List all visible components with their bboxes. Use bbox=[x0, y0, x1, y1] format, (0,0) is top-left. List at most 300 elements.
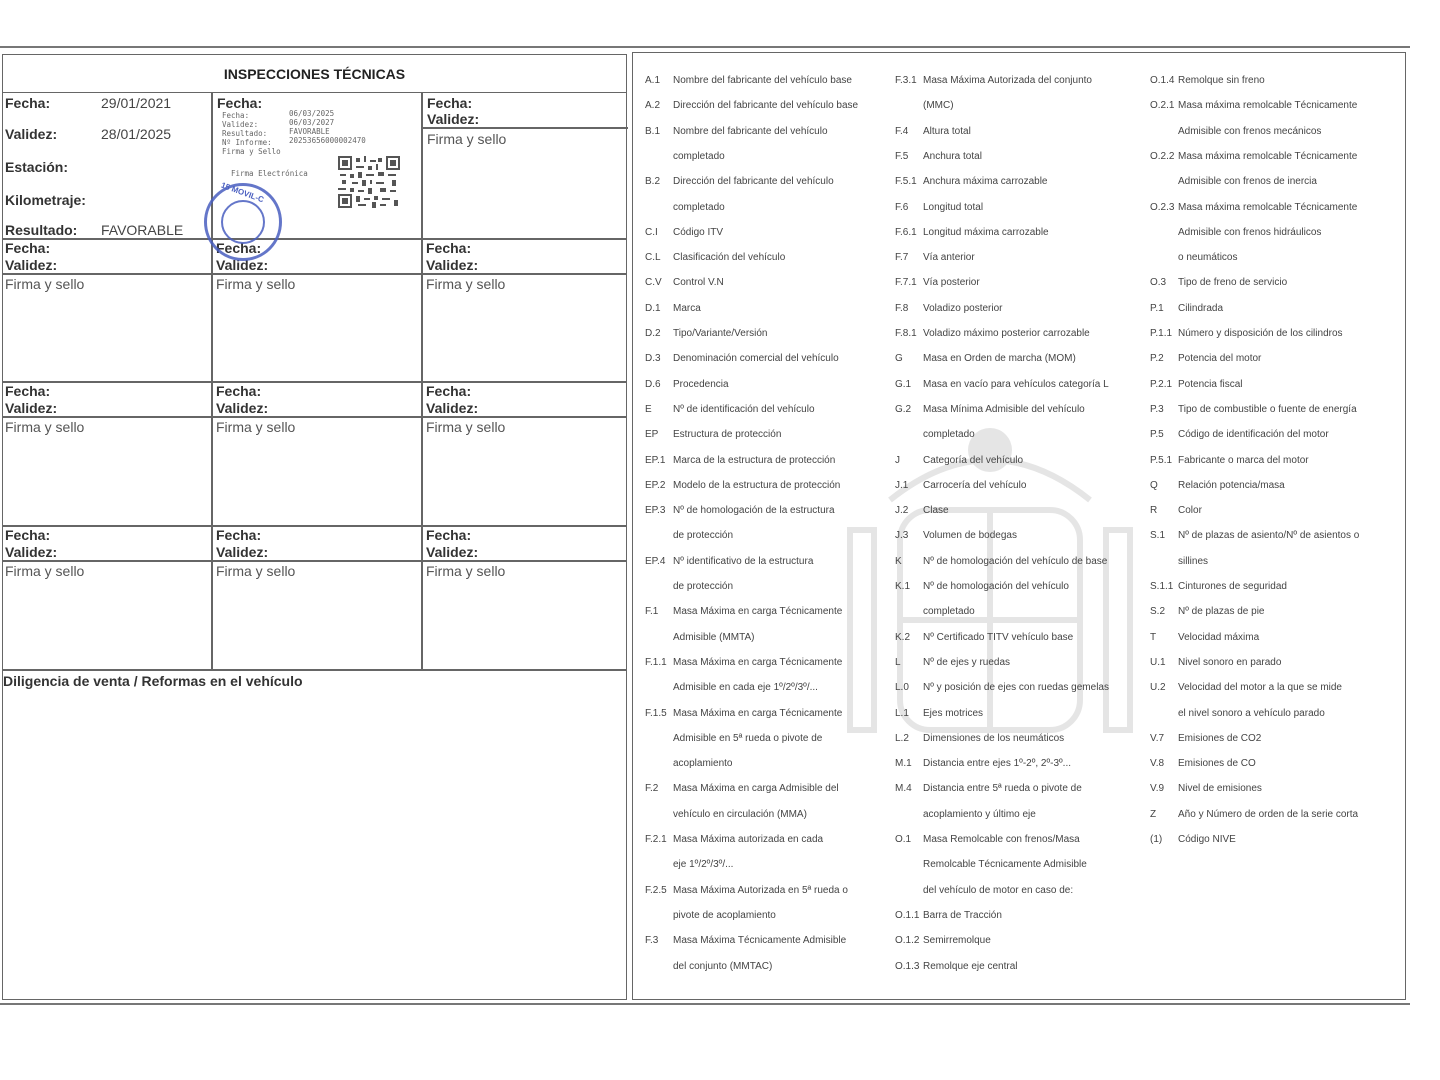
code-id: G.2 bbox=[895, 403, 912, 415]
code-row bbox=[645, 682, 818, 693]
code-id: J.1 bbox=[895, 479, 909, 491]
code-id: K.2 bbox=[895, 631, 911, 643]
code-description: Nº de plazas de asiento/Nº de asientos o bbox=[1178, 530, 1360, 542]
code-row bbox=[1150, 783, 1262, 794]
code-description: completado bbox=[673, 201, 725, 213]
code-id: O.1.2 bbox=[895, 935, 920, 947]
code-description: Marca de la estructura de protección bbox=[673, 454, 836, 466]
grid-line bbox=[3, 416, 626, 418]
code-row bbox=[1150, 151, 1357, 162]
code-row bbox=[895, 758, 1071, 769]
code-id: P.3 bbox=[1150, 403, 1164, 415]
code-row bbox=[1150, 404, 1357, 415]
code-row bbox=[645, 151, 725, 162]
code-row bbox=[1150, 758, 1256, 769]
code-description: Nº Certificado TITV vehículo base bbox=[923, 631, 1074, 643]
code-row bbox=[645, 505, 835, 516]
code-row bbox=[895, 708, 983, 719]
code-row bbox=[645, 910, 776, 921]
code-row bbox=[895, 303, 1003, 314]
code-id: G bbox=[895, 353, 903, 365]
code-id: F.6 bbox=[895, 201, 909, 213]
code-id: V.7 bbox=[1150, 732, 1165, 744]
code-row bbox=[1150, 733, 1261, 744]
code-row bbox=[645, 252, 785, 263]
code-row bbox=[645, 556, 813, 567]
qr-code-icon bbox=[338, 156, 400, 208]
code-id: S.1.1 bbox=[1150, 581, 1174, 592]
code-row bbox=[895, 606, 975, 617]
code-description: completado bbox=[923, 429, 975, 441]
code-id: F.5.1 bbox=[895, 176, 917, 188]
code-row bbox=[1150, 581, 1287, 592]
grid-line bbox=[3, 525, 626, 527]
code-description: Código NIVE bbox=[1178, 834, 1236, 845]
code-row bbox=[1150, 176, 1317, 187]
code-description: Marca bbox=[673, 302, 701, 314]
code-description: Nº de homologación del vehículo bbox=[923, 581, 1069, 592]
code-row bbox=[895, 910, 1002, 921]
code-id: P.2 bbox=[1150, 353, 1164, 365]
code-row bbox=[1150, 809, 1358, 820]
code-description: Admisible en cada eje 1º/2º/3º/... bbox=[673, 682, 818, 694]
code-row bbox=[645, 126, 828, 137]
code-row bbox=[895, 480, 1026, 491]
code-description: el nivel sonoro a vehículo parado bbox=[1178, 707, 1325, 719]
code-description: Tipo de freno de servicio bbox=[1178, 277, 1288, 289]
code-description: Código ITV bbox=[673, 226, 724, 238]
code-id: C.V bbox=[645, 277, 662, 289]
code-description: Masa máxima remolcable Técnicamente bbox=[1178, 150, 1358, 162]
code-id: F.1.1 bbox=[645, 656, 667, 668]
code-description: Ejes motrices bbox=[923, 707, 984, 719]
fecha-value: 29/01/2021 bbox=[101, 95, 172, 111]
firma-label: Firma y sello bbox=[5, 563, 85, 579]
code-description: Masa Mínima Admisible del vehículo bbox=[923, 403, 1085, 415]
code-row bbox=[895, 581, 1069, 592]
code-description: Admisible en 5ª rueda o pivote de bbox=[673, 732, 823, 744]
code-row bbox=[1150, 379, 1242, 390]
code-description: Cinturones de seguridad bbox=[1178, 581, 1287, 592]
code-id: F.6.1 bbox=[895, 226, 917, 238]
validez-label: Validez: bbox=[5, 257, 58, 273]
code-row bbox=[645, 935, 846, 946]
code-description: Nº identificativo de la estructura bbox=[673, 555, 814, 567]
firma-label: Firma y sello bbox=[216, 419, 296, 435]
code-row bbox=[895, 530, 1017, 541]
code-row bbox=[1150, 682, 1342, 693]
code-description: Emisiones de CO bbox=[1178, 758, 1256, 770]
code-row bbox=[895, 429, 975, 440]
code-id: T bbox=[1150, 631, 1157, 643]
code-row bbox=[645, 834, 823, 845]
code-description: Volumen de bodegas bbox=[923, 530, 1017, 542]
code-description: del vehículo de motor en caso de: bbox=[923, 884, 1074, 896]
code-description: Masa máxima remolcable Técnicamente bbox=[1178, 100, 1358, 112]
code-row bbox=[895, 277, 980, 288]
code-row bbox=[895, 404, 1085, 415]
code-id: J bbox=[895, 454, 900, 466]
code-row bbox=[895, 379, 1109, 390]
code-id: P.1.1 bbox=[1150, 328, 1173, 339]
firma-electronica: Firma Electrónica bbox=[231, 169, 308, 178]
code-description: eje 1º/2º/3º/... bbox=[673, 859, 734, 871]
code-description: Admisible con frenos mecánicos bbox=[1178, 125, 1322, 137]
code-row bbox=[895, 657, 1010, 668]
code-row bbox=[895, 202, 983, 213]
code-id: O.2.1 bbox=[1150, 100, 1175, 112]
code-id: K bbox=[895, 555, 902, 567]
code-row bbox=[895, 733, 1064, 744]
code-row bbox=[895, 151, 982, 162]
code-id: P.2.1 bbox=[1150, 378, 1173, 390]
firma-label: Firma y sello bbox=[216, 563, 296, 579]
code-description: Nº y posición de ejes con ruedas gemelas bbox=[923, 682, 1109, 694]
code-id: F.8 bbox=[895, 302, 909, 314]
code-row bbox=[645, 202, 725, 213]
code-description: Masa Máxima en carga Técnicamente bbox=[673, 606, 843, 618]
code-id: EP.2 bbox=[645, 479, 666, 491]
grid-line bbox=[3, 381, 626, 383]
code-row bbox=[645, 75, 852, 86]
code-row bbox=[895, 328, 1090, 339]
code-id: F.3 bbox=[645, 935, 659, 947]
code-row bbox=[895, 885, 1073, 896]
fecha-label: Fecha: bbox=[216, 240, 262, 256]
code-row bbox=[895, 935, 991, 946]
code-description: Código de identificación del motor bbox=[1178, 429, 1329, 441]
code-id: B.1 bbox=[645, 125, 661, 137]
code-description: Voladizo posterior bbox=[923, 302, 1003, 314]
code-row bbox=[895, 961, 1018, 972]
code-id: F.7 bbox=[895, 252, 909, 264]
top-border-line bbox=[0, 46, 1410, 48]
code-row bbox=[645, 227, 723, 238]
validez-label: Validez: bbox=[426, 400, 479, 416]
code-id: S.1 bbox=[1150, 530, 1166, 542]
code-row bbox=[895, 505, 949, 516]
fecha-label: Fecha: bbox=[217, 95, 263, 111]
firma-label: Firma y sello bbox=[216, 276, 296, 292]
code-row bbox=[1150, 455, 1309, 466]
code-description: sillines bbox=[1178, 555, 1209, 567]
fecha-label: Fecha: bbox=[426, 527, 472, 543]
code-description: Vía posterior bbox=[923, 277, 980, 289]
code-id: A.2 bbox=[645, 100, 661, 112]
code-description: Admisible con frenos de inercia bbox=[1178, 176, 1317, 188]
code-row bbox=[895, 455, 1023, 466]
code-description: Clasificación del vehículo bbox=[673, 252, 786, 264]
validez-label: Validez: bbox=[216, 400, 269, 416]
code-row bbox=[645, 581, 733, 592]
code-id: O.1.3 bbox=[895, 960, 920, 972]
code-id: F.2.1 bbox=[645, 834, 667, 845]
code-id: O.1.4 bbox=[1150, 75, 1175, 86]
code-id: F.1.5 bbox=[645, 707, 667, 719]
fecha-label: Fecha: bbox=[427, 95, 473, 111]
code-description: Denominación comercial del vehículo bbox=[673, 353, 839, 365]
code-description: Distancia entre 5ª rueda o pivote de bbox=[923, 783, 1082, 795]
code-row bbox=[1150, 277, 1287, 288]
diligencia-title: Diligencia de venta / Reformas en el vehículo bbox=[3, 673, 303, 689]
code-row bbox=[895, 75, 1092, 86]
code-description: Año y Número de orden de la serie corta bbox=[1178, 808, 1359, 820]
code-row bbox=[895, 100, 954, 111]
code-row bbox=[1150, 202, 1357, 213]
code-row bbox=[1150, 227, 1321, 238]
code-row bbox=[645, 708, 842, 719]
code-description: Distancia entre ejes 1º-2º, 2º-3º... bbox=[923, 758, 1072, 770]
code-description: Nº de homologación del vehículo de base bbox=[923, 555, 1108, 567]
code-row bbox=[645, 480, 840, 491]
code-row bbox=[645, 455, 835, 466]
code-id: F.1 bbox=[645, 606, 659, 618]
code-id: E bbox=[645, 403, 652, 415]
grid-line bbox=[3, 560, 626, 562]
validez-label: Validez: bbox=[5, 400, 58, 416]
firma-label: Firma y sello bbox=[5, 276, 85, 292]
grid-line bbox=[3, 669, 626, 671]
code-row bbox=[645, 353, 839, 364]
code-id: C.L bbox=[645, 252, 661, 264]
code-description: Control V.N bbox=[673, 277, 724, 289]
code-row bbox=[645, 429, 781, 440]
code-id: P.5.1 bbox=[1150, 454, 1173, 466]
code-description: Longitud total bbox=[923, 201, 984, 213]
bottom-border-line bbox=[0, 1003, 1410, 1005]
code-id: F.4 bbox=[895, 125, 909, 137]
code-description: Fabricante o marca del motor bbox=[1178, 454, 1309, 466]
inspections-title: INSPECCIONES TÉCNICAS bbox=[3, 55, 626, 93]
code-description: Anchura máxima carrozable bbox=[923, 176, 1048, 188]
code-description: Nivel sonoro en parado bbox=[1178, 656, 1282, 668]
validez-label: Validez: bbox=[426, 544, 479, 560]
code-description: Nombre del fabricante del vehículo bbox=[673, 125, 828, 137]
code-row bbox=[1150, 530, 1359, 541]
fecha-label: Fecha: bbox=[5, 383, 51, 399]
code-description: Masa Máxima en carga Admisible del bbox=[673, 783, 839, 795]
code-description: Nivel de emisiones bbox=[1178, 783, 1262, 795]
code-row bbox=[645, 176, 834, 187]
code-id: D.2 bbox=[645, 328, 661, 339]
code-row bbox=[645, 100, 858, 111]
firma-label: Firma y sello bbox=[426, 276, 506, 292]
code-description: o neumáticos bbox=[1178, 252, 1238, 264]
code-id: J.3 bbox=[895, 530, 909, 542]
code-row bbox=[1150, 429, 1329, 440]
grid-line bbox=[211, 93, 213, 669]
code-row bbox=[895, 783, 1082, 794]
code-description: Velocidad máxima bbox=[1178, 631, 1260, 643]
code-row bbox=[895, 227, 1049, 238]
validez-label: Validez: bbox=[5, 544, 58, 560]
code-row bbox=[895, 252, 975, 263]
validez-label: Validez: bbox=[426, 257, 479, 273]
resultado-label: Resultado: bbox=[5, 222, 78, 238]
code-id: L.1 bbox=[895, 707, 909, 719]
code-row bbox=[1150, 708, 1325, 719]
code-description: Masa en vacío para vehículos categoría L bbox=[923, 378, 1109, 390]
code-description: completado bbox=[923, 606, 975, 618]
code-id: U.2 bbox=[1150, 682, 1166, 694]
code-description: Remolque sin freno bbox=[1178, 75, 1265, 86]
kilometraje-label: Kilometraje: bbox=[5, 192, 86, 208]
code-id: A.1 bbox=[645, 75, 661, 86]
code-id: K.1 bbox=[895, 581, 911, 592]
code-row bbox=[1150, 100, 1357, 111]
code-description: vehículo en circulación (MMA) bbox=[673, 808, 807, 820]
grid-line bbox=[3, 238, 626, 240]
code-description: Dirección del fabricante del vehículo base bbox=[673, 100, 859, 112]
fecha-label: Fecha: bbox=[5, 527, 51, 543]
code-id: O.2.2 bbox=[1150, 150, 1175, 162]
code-description: Clase bbox=[923, 505, 949, 517]
code-row bbox=[645, 733, 822, 744]
code-id: Z bbox=[1150, 808, 1157, 820]
code-description: Masa Máxima en carga Técnicamente bbox=[673, 707, 843, 719]
code-row bbox=[1150, 834, 1236, 845]
code-description: Admisible con frenos hidráulicos bbox=[1178, 226, 1322, 238]
fecha-label: Fecha: bbox=[216, 383, 262, 399]
code-row bbox=[1150, 303, 1223, 314]
code-row bbox=[645, 379, 729, 390]
code-row bbox=[645, 758, 732, 769]
code-row bbox=[645, 303, 701, 314]
code-row bbox=[1150, 126, 1321, 137]
code-description: Nº de homologación de la estructura bbox=[673, 505, 835, 517]
code-description: Potencia del motor bbox=[1178, 353, 1262, 365]
code-id: O.2.3 bbox=[1150, 201, 1175, 213]
code-id: O.1.1 bbox=[895, 909, 920, 921]
firma-label: Firma y sello bbox=[426, 563, 506, 579]
code-id: C.I bbox=[645, 226, 658, 238]
firma-label: Firma y sello bbox=[5, 419, 85, 435]
validez-label: Validez: bbox=[216, 544, 269, 560]
code-description: Estructura de protección bbox=[673, 429, 782, 441]
code-description: Velocidad del motor a la que se mide bbox=[1178, 682, 1342, 694]
code-row bbox=[1150, 252, 1237, 263]
code-row bbox=[1150, 556, 1208, 567]
code-row bbox=[1150, 353, 1261, 364]
code-id: B.2 bbox=[645, 176, 661, 188]
code-row bbox=[645, 783, 839, 794]
code-description: Remolcable Técnicamente Admisible bbox=[923, 859, 1087, 871]
code-row bbox=[1150, 505, 1202, 516]
code-description: Modelo de la estructura de protección bbox=[673, 479, 841, 491]
code-description: Nº de ejes y ruedas bbox=[923, 656, 1011, 668]
code-row bbox=[1150, 657, 1281, 668]
code-description: Relación potencia/masa bbox=[1178, 479, 1285, 491]
code-id: D.6 bbox=[645, 378, 661, 390]
code-id: G.1 bbox=[895, 378, 912, 390]
code-row bbox=[895, 556, 1107, 567]
code-id: M.1 bbox=[895, 758, 912, 770]
code-row bbox=[895, 682, 1109, 693]
code-id: EP.4 bbox=[645, 555, 666, 567]
code-description: del conjunto (MMTAC) bbox=[673, 960, 773, 972]
code-id: D.3 bbox=[645, 353, 661, 365]
code-row bbox=[645, 632, 754, 643]
code-description: Masa Máxima Autorizada en 5ª rueda o bbox=[673, 884, 848, 896]
code-description: de protección bbox=[673, 530, 734, 542]
code-description: Nº de plazas de pie bbox=[1178, 606, 1265, 618]
code-id: D.1 bbox=[645, 302, 661, 314]
code-id: L.0 bbox=[895, 682, 909, 694]
code-description: Masa Máxima Autorizada del conjunto bbox=[923, 75, 1092, 86]
code-description: Vía anterior bbox=[923, 252, 975, 264]
grid-line bbox=[421, 93, 423, 669]
code-row bbox=[895, 859, 1087, 870]
code-id: O.3 bbox=[1150, 277, 1167, 289]
code-id: F.3.1 bbox=[895, 75, 917, 86]
code-description: Tipo de combustible o fuente de energía bbox=[1178, 403, 1357, 415]
fecha-label: Fecha: bbox=[216, 527, 262, 543]
code-id: Q bbox=[1150, 479, 1158, 491]
code-row bbox=[645, 404, 815, 415]
code-description: Potencia fiscal bbox=[1178, 378, 1243, 390]
code-row bbox=[645, 809, 807, 820]
code-id: F.5 bbox=[895, 150, 909, 162]
code-row bbox=[895, 126, 971, 137]
code-row bbox=[895, 809, 1036, 820]
code-id: EP.3 bbox=[645, 505, 666, 517]
code-id: V.9 bbox=[1150, 783, 1165, 795]
code-id: S.2 bbox=[1150, 606, 1166, 618]
code-description: Cilindrada bbox=[1178, 302, 1224, 314]
code-description: Masa máxima remolcable Técnicamente bbox=[1178, 201, 1358, 213]
code-description: Tipo/Variante/Versión bbox=[673, 328, 768, 339]
code-id: J.2 bbox=[895, 505, 909, 517]
code-description: de protección bbox=[673, 581, 734, 592]
code-description: Color bbox=[1178, 505, 1202, 517]
code-row bbox=[1150, 480, 1285, 491]
code-id: O.1 bbox=[895, 834, 912, 845]
code-id: L.2 bbox=[895, 732, 909, 744]
code-row bbox=[895, 632, 1073, 643]
stamp-labels: Fecha: Validez: Resultado: Nº Informe: Firma y Sello bbox=[222, 111, 281, 156]
code-description: Número y disposición de los cilindros bbox=[1178, 328, 1343, 339]
code-id: F.2 bbox=[645, 783, 659, 795]
code-row bbox=[645, 885, 848, 896]
resultado-value: FAVORABLE bbox=[101, 222, 184, 238]
code-id: P.5 bbox=[1150, 429, 1164, 441]
validez-value: 28/01/2025 bbox=[101, 126, 172, 142]
code-id: V.8 bbox=[1150, 758, 1165, 770]
fecha-label: Fecha: bbox=[426, 383, 472, 399]
code-description: Longitud máxima carrozable bbox=[923, 226, 1049, 238]
code-id: (1) bbox=[1150, 834, 1163, 845]
code-description: Altura total bbox=[923, 125, 971, 137]
fecha-label: Fecha: bbox=[426, 240, 472, 256]
code-description: Masa Máxima Técnicamente Admisible bbox=[673, 935, 847, 947]
spain-coat-of-arms-watermark-icon bbox=[830, 380, 1150, 780]
code-description: Anchura total bbox=[923, 150, 982, 162]
code-row bbox=[1150, 75, 1265, 86]
code-id: L bbox=[895, 656, 901, 668]
validez-label: Validez: bbox=[216, 257, 269, 273]
code-id: P.1 bbox=[1150, 302, 1164, 314]
code-row bbox=[645, 859, 733, 870]
validez-label: Validez: bbox=[427, 111, 480, 127]
validez-label: Validez: bbox=[5, 126, 58, 142]
code-row bbox=[1150, 606, 1264, 617]
code-description: Admisible (MMTA) bbox=[673, 631, 755, 643]
code-row bbox=[895, 353, 1076, 364]
code-row bbox=[645, 328, 768, 339]
code-description: Nº de identificación del vehículo bbox=[673, 403, 815, 415]
code-description: Dimensiones de los neumáticos bbox=[923, 732, 1065, 744]
seal-text: 15 MOVIL-C bbox=[219, 180, 266, 205]
